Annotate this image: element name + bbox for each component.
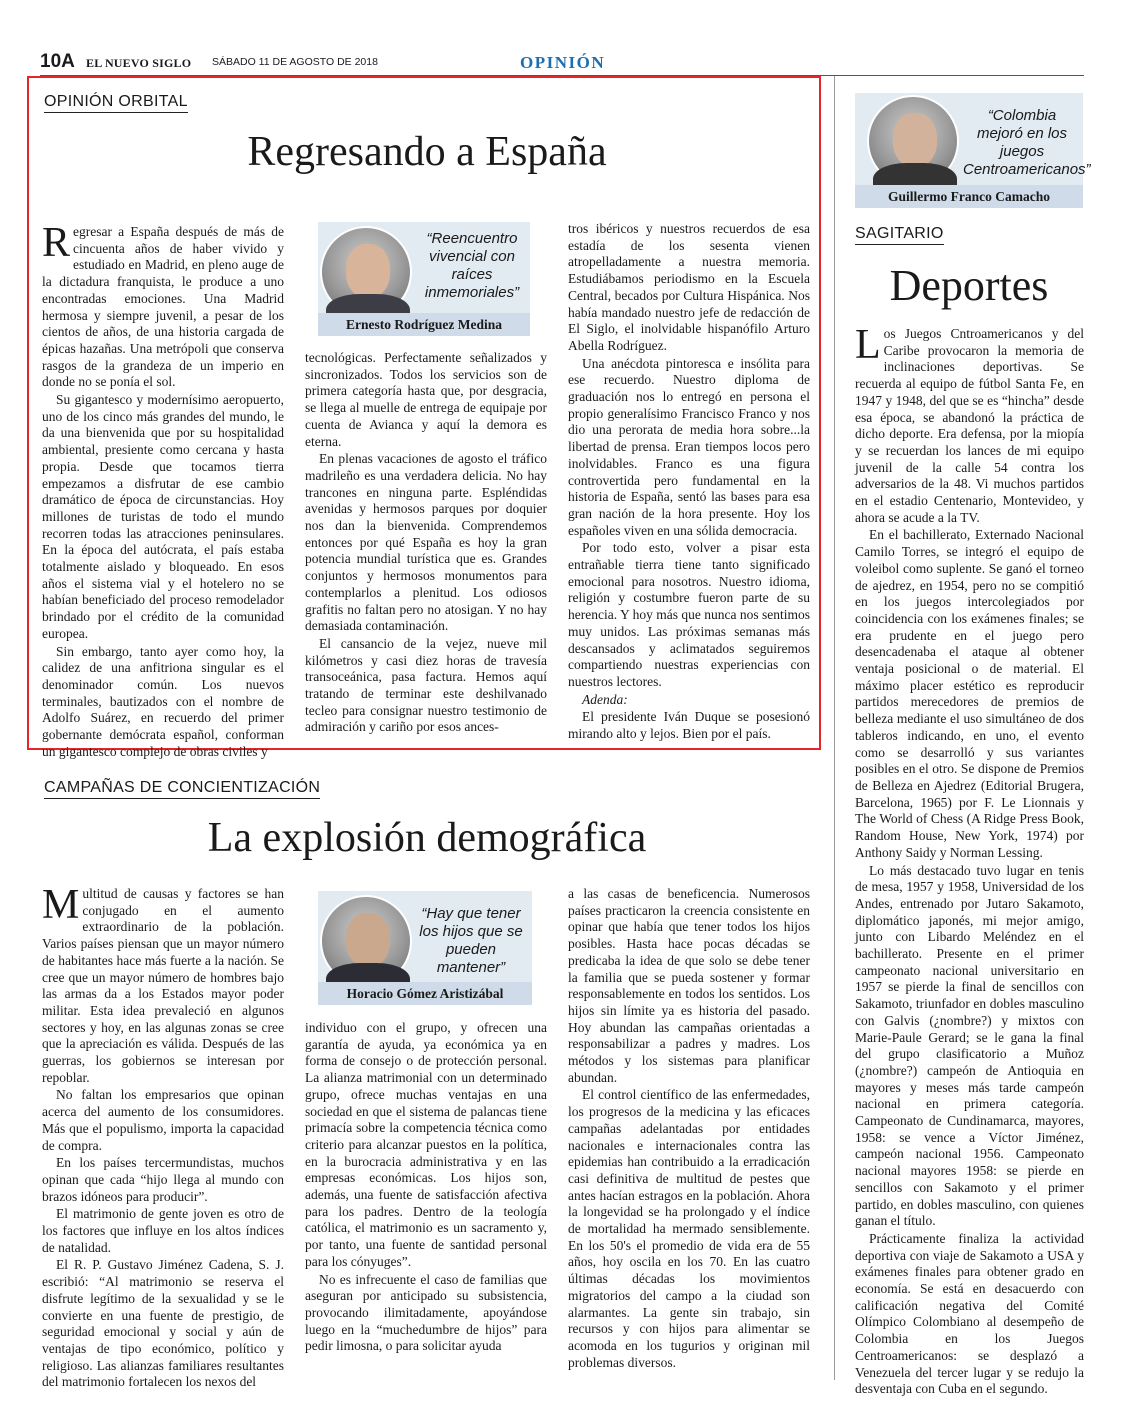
- article2-column-1: [42, 882, 284, 1390]
- paragraph: No es infrecuente el caso de familias que aseguran por anticipado su subsistencia, provocando ilimitadamente, apoyándose luego en la “muchedumbre de hijos” para pedir limosna, o para solicitar ayuda: [305, 1271, 547, 1354]
- adenda-label: Adenda:: [582, 691, 628, 707]
- paragraph: En plenas vacaciones de agosto el tráfico madrileño es una verdadera delicia. No hay trancones en ninguna parte. Espléndidas avenidas y hermosos parques por doquier nos dan la bienvenida. Comprendemos entonces por qué España es hoy la gran potencia mundial turística que es. Grandes conjuntos y hermosos monumentos para contemplarlos a plenitud. Los odiosos grafitis no faltan pero no atosigan. Y no hay demasiada contaminación.: [305, 451, 547, 634]
- paragraph: Su gigantesco y modernísimo aeropuerto, uno de los cinco más grandes del mundo, le da una bienvenida que por su hospitalidad ambiental, presiente como cercana y hasta propia. Desde que tocamos tierra empezamos a disfrutar de ese cambio dramático de época de circunstancias. Hoy millones de turistas de todo el mundo recorren todas las atracciones peninsulares. En la época del autócrata, el país estaba totalmente aislado y bloqueado. En esos años el sistema vial y el hotelero no se habían beneficiado del proceso remodelador brindado por el crédito de la comunidad europea.: [42, 392, 284, 641]
- article1-column-1: [42, 220, 284, 759]
- author-photo-icon: [320, 895, 412, 987]
- paragraph: En los países tercermundistas, muchos opinan que cada “hijo llega al mundo con brazos idóneos para producir”.: [42, 1155, 284, 1204]
- author-photo-icon: [320, 226, 412, 318]
- author-name: Ernesto Rodríguez Medina: [318, 313, 530, 336]
- paragraph: egresar a España después de más de cincuenta años de haber vivido y estudiado en Madrid, en pleno auge de la dictadura franquista, le produce a uno encontradas emociones. Una Madrid hermosa y siempre juvenil, a pesar de los cientos de años, de una historia cargada de épicas hazañas. Una metrópoli que conserva rasgos de la grandeza de un imperio en donde no se ponía el sol.: [42, 224, 284, 390]
- paragraph: El R. P. Gustavo Jiménez Cadena, S. J. escribió: “Al matrimonio se reserva el disfrute legítimo de la sexualidad y se le convierte en una fuente de prestigio, de seguridad emocional y social y aún de ventajas de tipo económico, político y religioso. Las alianzas familiares resultantes del matrimonio fortalecen los nexos del: [42, 1257, 284, 1390]
- paragraph: Una anécdota pintoresca e insólita para ese recuerdo. Nuestro diploma de graduación nos lo entregó en persona el propio generalísimo Francisco Franco y nos dio una perorata de media hora sobre...la libertad de prensa. Eran tiempos locos pero inolvidables. Franco es una figura controvertida pero fundamental en la historia de España, sentó las bases para esa gran nación de la hora presente. Hoy los españoles viven en una sólida democracia.: [568, 355, 810, 538]
- paragraph: El control científico de las enfermedades, los progresos de la medicina y las eficaces campañas adelantadas por entidades nacionales e internacionales contra las epidemias han contribuido a la erradicación casi definitiva de multitud de pestes que antes hacían estragos en la población. Ahora la longevidad se ha prolongado y el índice de mortalidad ha mermado sensiblemente. En los 50's el promedio de vida era de 55 años, hoy oscila en los 70. En las cuatro últimas décadas los movimientos migratorios del campo a la ciudad son alarmantes. La gente sin trabajo, sin recursos y con hijos para alimentar se acomoda en los tugurios y originan mil problemas diversos.: [568, 1087, 810, 1370]
- page-number: 10A: [40, 51, 75, 72]
- paragraph: ultitud de causas y factores se han conjugado en el aumento extraordinario de la población. Varios países piensan que un mayor número de habitantes hace más fuerte a la nación. Se cree que un mayor número de hombres bajo las armas da a los Estados mayor poder militar. Esta idea prevaleció en algunos sectores y hoy, en las algunas zonas se cree que la apreciación es válida. Después de las guerras, los gobiernos se interesan por repoblar.: [42, 886, 284, 1085]
- article2-column-3: [568, 886, 810, 1370]
- paragraph: Sin embargo, tanto ayer como hoy, la calidez de una anfitriona singular es el denominador común. Los nuevos terminales, bautizados con el nombre de Adolfo Suárez, en recuerdo del primer gobernante demócrata español, conforman un gigantesco complejo de obras civiles y: [42, 643, 284, 759]
- article1-column-2: [305, 350, 547, 735]
- article3-kicker: SAGITARIO: [855, 225, 944, 245]
- paragraph: No faltan los empresarios que opinan acerca del aumento de los consumidores. Más que el populismo, importa la capacidad de compra.: [42, 1087, 284, 1153]
- article2-title: La explosión demográfica: [207, 815, 647, 861]
- article2-column-2: [305, 1020, 547, 1360]
- article3-column-1: [855, 322, 1084, 1397]
- paragraph: Prácticamente finaliza la actividad deportiva con viaje de Sakamoto a USA y exámenes finales para obtener grado en economía. Se está en desacuerdo con calificación negativa del Comité Olímpico Colombiano al desempeño de Colombia en los Juegos Centroamericanos: se desplazó a Venezuela del tercer lugar y se redujo la desventaja con Cuba en el segundo.: [855, 1230, 1084, 1397]
- article2-dropcap: M: [42, 882, 80, 928]
- article3-dropcap: L: [855, 322, 881, 368]
- paragraph: El cansancio de la vejez, nueve mil kilómetros y casi diez horas de travesía transoceánica, pasa factura. Hemos aquí tratando de terminar este deshilvanado tecleo para consignar nuestro testimonio de admiración y cariño por esos ances-: [305, 635, 547, 735]
- article1-kicker: OPINIÓN ORBITAL: [44, 93, 188, 113]
- page-header: [40, 50, 1084, 76]
- article1-column-3: [568, 221, 810, 742]
- section-title: OPINIÓN: [520, 53, 606, 72]
- paragraph: tecnológicas. Perfectamente señalizados y sincronizados. Todos los servicios son de primera categoría hasta que, por desgracia, se llega al muelle de entrega de equipaje por cuenta de Avianca y aquí la demora es eterna.: [305, 350, 547, 449]
- paragraph: El matrimonio de gente joven es otro de los factores que influye en los altos índices de natalidad.: [42, 1206, 284, 1255]
- paragraph: Por todo esto, volver a pisar esta entrañable tierra tiene tanto significado emocional para nosotros. Nuestro idioma, religión y costumbre fueron parte de su herencia. Y hoy más que nunca nos sentimos muy unidos. Las próximas semanas más descansados y aclimatados seguiremos compartiendo nuestras experiencias con nuestros lectores.: [568, 540, 810, 689]
- article1-author-box: [318, 222, 530, 336]
- paragraph: tros ibéricos y nuestros recuerdos de esa estadía de los sesenta vienen atropelladamente a nuestra memoria. Estudiábamos periodismo en la Escuela Central, becados por Cultura Hispánica. Nos había mandado nuestro jefe de redacción de El Siglo, el inolvidable hispanófilo Arturo Abella Rodríguez.: [568, 221, 810, 353]
- paragraph: En el bachillerato, Externado Nacional Camilo Torres, se integró el equipo de voleibol como suplente. Se ganó el torneo de ajedrez, en 1954, pero no se compitió en los juegos intercolegiados por coincidencia con los exámenes finales; se era prudente en el juego pero desencadenaba el ataque al obtener ventaja posicional o de material. El máximo placer estético es reproducir partidos merecedores de premios de belleza mediante el uso simultáneo de dos tableros indicando, en uno, el evento como se desarrolló y sus variantes posibles en el otro. Se dispone de Premios de Belleza en Ajedrez (Editorial Brugera, Barcelona, 1965) por F. Le Lionnais y The World of Chess (A Ridge Press Book, Random House, New York, 1974) por Anthony Saidy y Norman Lessing.: [855, 527, 1084, 860]
- article3-author-box: [855, 93, 1091, 208]
- issue-date: SÁBADO 11 DE AGOSTO DE 2018: [212, 56, 378, 68]
- column-divider: [834, 76, 835, 1380]
- article2-author-box: [318, 891, 532, 1005]
- paragraph: os Juegos Cntroamericanos y del Caribe provocaron la memoria de inclinaciones deportivas. Se recuerda al equipo de fútbol Santa Fe, en 1947 y 1948, del que se es “hincha” desde esa época, se abandonó la práctica de dicho deporte. Era defensa, por la miopía y se recuerdan los lances de mi equipo juvenil de la calle 54 contra los adversarios de la 48. Vi muchos partidos en el estadio Centenario, Montevideo, y ahora se acude a la TV.: [855, 326, 1084, 525]
- author-name: Guillermo Franco Camacho: [855, 185, 1083, 208]
- article1-dropcap: R: [42, 220, 71, 266]
- author-photo-icon: [867, 95, 959, 187]
- paragraph: Lo más destacado tuvo lugar en tenis de mesa, 1957 y 1958, Universidad de los Andes, entrenado por Jutaro Sakamoto, diplomático japonés, mi mejor amigo, junto con Libardo Meléndez en el bachillerato. Presente en el primer campeonato nacional universitario en 1957 se pierde la final de sencillos con Sakamoto, triunfador en dobles masculino con Galvis (¿nombre?) y mixtos con Marie-Paule Gerard; se le gana la final del grupo clasificatorio a Muñoz (¿nombre?) campeón de Antioquia en mayores y meses más tarde campeón nacional en primera categoría. Campeonato de Cundinamarca, mayores, 1958: se vence a Víctor Jiménez, campeón nacional 1956. Campeonato nacional mayores 1958: se pierde en sencillos con Sakamoto y el primer partido, en dobles masculino, con quienes ganan el título.: [855, 862, 1084, 1229]
- author-name: Horacio Gómez Aristizábal: [318, 982, 532, 1005]
- pull-quote: “Hay que tener los hijos que se pueden mantener”: [419, 905, 523, 976]
- paragraph: a las casas de beneficencia. Numerosos países practicaron la creencia consistente en opinar que había que tener todos los hijos posibles. Hasta hace pocas décadas se predicaba la idea de que solo se debe tener la familia que se pueda sostener y formar responsablemente en todos los sentidos. Los hijos sin límite ya es historia del pasado. Hoy abundan las campañas orientadas a responsabilizar a padres y madres. Los métodos y los sistemas para planificar abundan.: [568, 886, 810, 1085]
- article2-kicker: CAMPAÑAS DE CONCIENTIZACIÓN: [44, 779, 320, 799]
- pull-quote: “Colombia mejoró en los juegos Centroamericanos”: [963, 107, 1091, 178]
- article1-title: Regresando a España: [247, 129, 607, 175]
- article3-title: Deportes: [889, 261, 1049, 310]
- adenda-text: El presidente Iván Duque se posesionó mirando alto y lejos. Bien por el país.: [568, 709, 810, 742]
- pull-quote: “Reencuentro vivencial con raíces inmemoriales”: [424, 230, 520, 301]
- paragraph: individuo con el grupo, y ofrecen una garantía de ayuda, ya económica ya en forma de consejo o de protección personal. La alianza matrimonial con un determinado grupo, ofrece muchas ventajas en una sociedad en que el sistema de palancas tiene primacía sobre la competencia técnica como criterio para alcanzar puestos en la política, en la burocracia administrativa y en las empresas económicas. Los hijos son, además, una fuente de satisfacción afectiva para los padres. Dentro de la teología católica, el matrimonio es un sacramento y, por tanto, una fuente de santidad personal para los cónyuges”.: [305, 1020, 547, 1269]
- newspaper-name: EL NUEVO SIGLO: [86, 56, 192, 70]
